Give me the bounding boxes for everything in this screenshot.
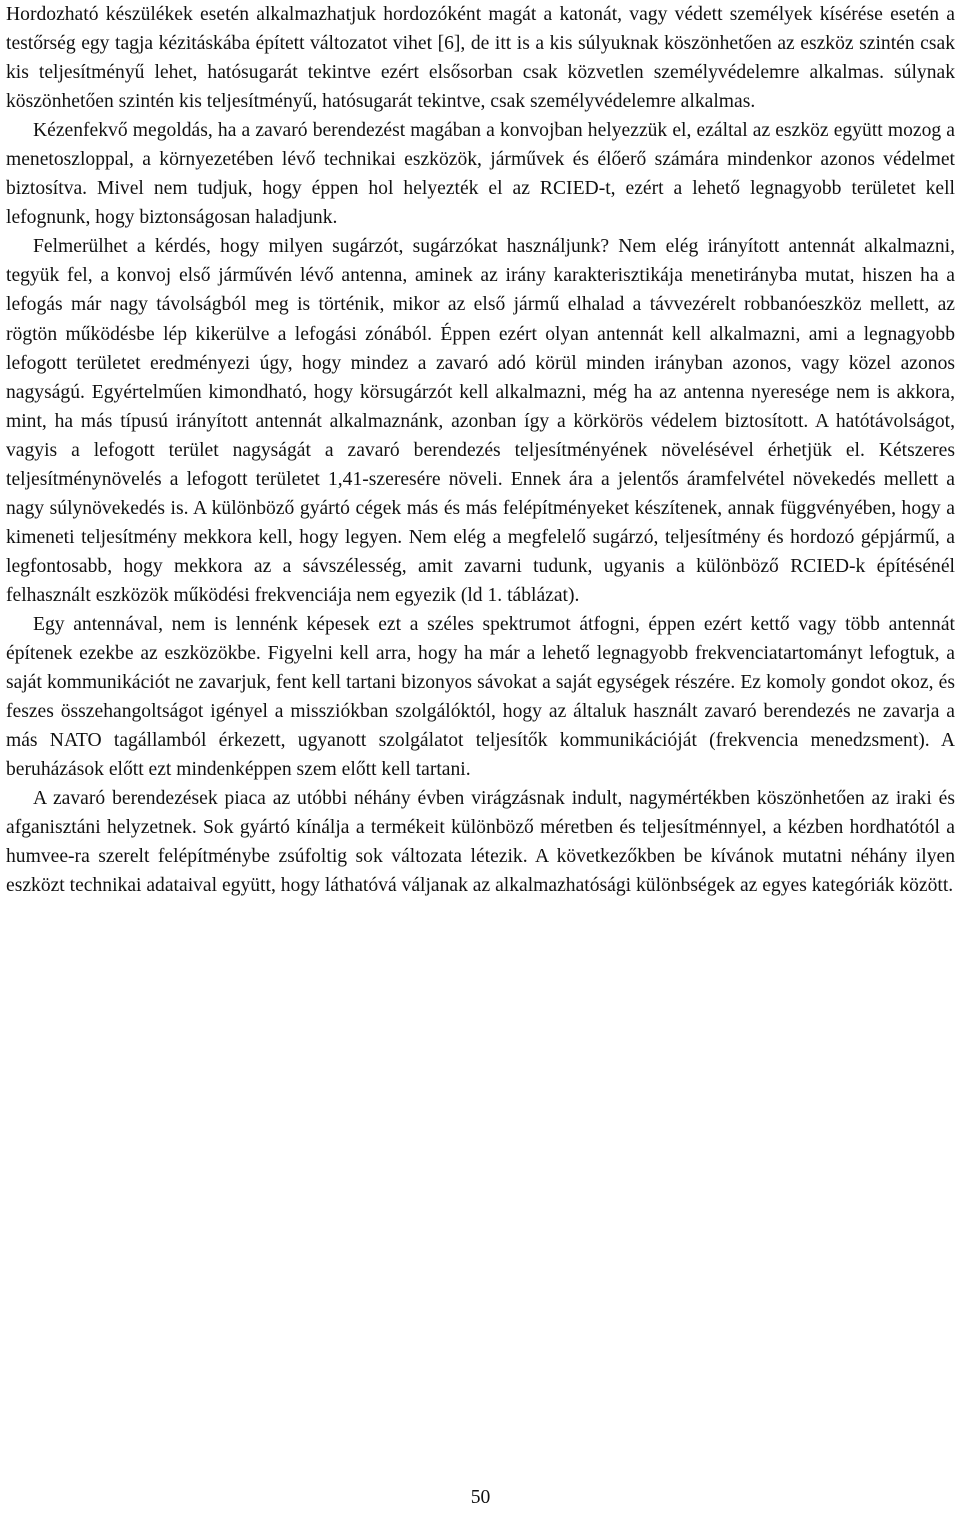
paragraph-antenna-choice: Felmerülhet a kérdés, hogy milyen sugárzót, sugárzókat használjunk? Nem elég irányított antennát alkalmazni, tegyük fel, a konvoj első járművén lévő antenna, aminek az irány karakterisztikája menetirányba mutat, hiszen ha a lefogás már nagy távolságból meg is történik, mikor az első jármű elhalad a távvezérelt robbanóeszköz mellett, az rögtön működésbe lép kikerülve a lefogási zónából. Éppen ezért olyan antennát kell alkalmazni, ami a legnagyobb lefogott területet eredményezi úgy, hogy mindez a zavaró adó körül minden irányban azonos, vagy közel azonos nagyságú. Egyértelműen kimondható, hogy körsugárzót kell alkalmazni, még ha az antenna nyeresége nem is akkora, mint, ha más típusú irányított antennát alkalmaznánk, azonban így a körkörös védelem biztosított. A hatótávolságot, vagyis a lefogott terület nagyságát a zavaró berendezés teljesítményének növelésével érhetjük el. Kétszeres teljesítménynövelés a lefogott területet 1,41-szeresére növeli. Ennek ára a jelentős áramfelvétel növekedés mellett a nagy súlynövekedés is. A különböző gyártó cégek más és más felépítményeket készítenek, annak függvényében, hogy a kimeneti teljesítmény mekkora kell, hogy legyen. Nem elég a megfelelő sugárzó, teljesítmény és hordozó gépjármű, a legfontosabb, hogy mekkora az a sávszélesség, amit zavarni tudunk, ugyanis a különböző RCIED-k építésénél felhasznált eszközök működési frekvenciája nem egyezik (ld 1. táblázat).	[6, 236, 955, 606]
document-page	[6, 0, 955, 1513]
paragraph-multiple-antennas: Egy antennával, nem is lennénk képesek ezt a széles spektrumot átfogni, éppen ezért kettő vagy több antennát építenek ezekbe az eszközökbe. Figyelni kell arra, hogy ha már a lehető legnagyobb frekvenciatartományt lefogtuk, a saját kommunikációt ne zavarjuk, fent kell tartani bizonyos sávokat a saját egységek részére. Ez komoly gondot okoz, és feszes összehangoltságot igényel a missziókban szolgálóktól, hogy az általuk használt zavaró berendezés ne zavarja a más NATO tagállamból érkezett, ugyanott szolgálatot teljesítők kommunikációját (frekvencia menedzsment). A beruházások előtt ezt mindenképpen szem előtt kell tartani.	[6, 613, 955, 781]
body-text	[6, 0, 955, 900]
paragraph-portable-devices: Hordozható készülékek esetén alkalmazhatjuk hordozóként magát a katonát, vagy védett személyek kísérése esetén a testőrség egy tagja kézitáskába épített változatot vihet [6], de itt is a kis súlyuknak köszönhetően az eszköz szintén csak kis teljesítményű lehet, hatósugarát tekintve ezért elsősorban csak közvetlen személyvédelemre alkalmas. súlynak köszönhetően szintén kis teljesítményű, hatósugarát tekintve, csak személyvédelemre alkalmas.	[6, 4, 955, 113]
paragraph-jammer-market: A zavaró berendezések piaca az utóbbi néhány évben virágzásnak indult, nagymértékben köszönhetően az iraki és afganisztáni helyzetnek. Sok gyártó kínálja a termékeit különböző méretben és teljesítménnyel, a kézben hordhatótól a humvee-ra szerelt felépítménybe zsúfoltig sok változata létezik. A következőkben be kívánok mutatni néhány ilyen eszközt technikai adataival együtt, hogy láthatóvá váljanak az alkalmazhatósági különbségek az egyes kategóriák között.	[6, 788, 955, 897]
paragraph-convoy-jammer: Kézenfekvő megoldás, ha a zavaró berendezést magában a konvojban helyezzük el, ezáltal az eszköz együtt mozog a menetoszloppal, a környezetében lévő technikai eszközök, járművek és élőerő számára mindenkor azonos védelmet biztosítva. Mivel nem tudjuk, hogy éppen hol helyezték el az RCIED-t, ezért a lehető legnagyobb területet kell lefognunk, hogy biztonságosan haladjunk.	[6, 120, 955, 229]
page-number: 50	[470, 1487, 491, 1508]
